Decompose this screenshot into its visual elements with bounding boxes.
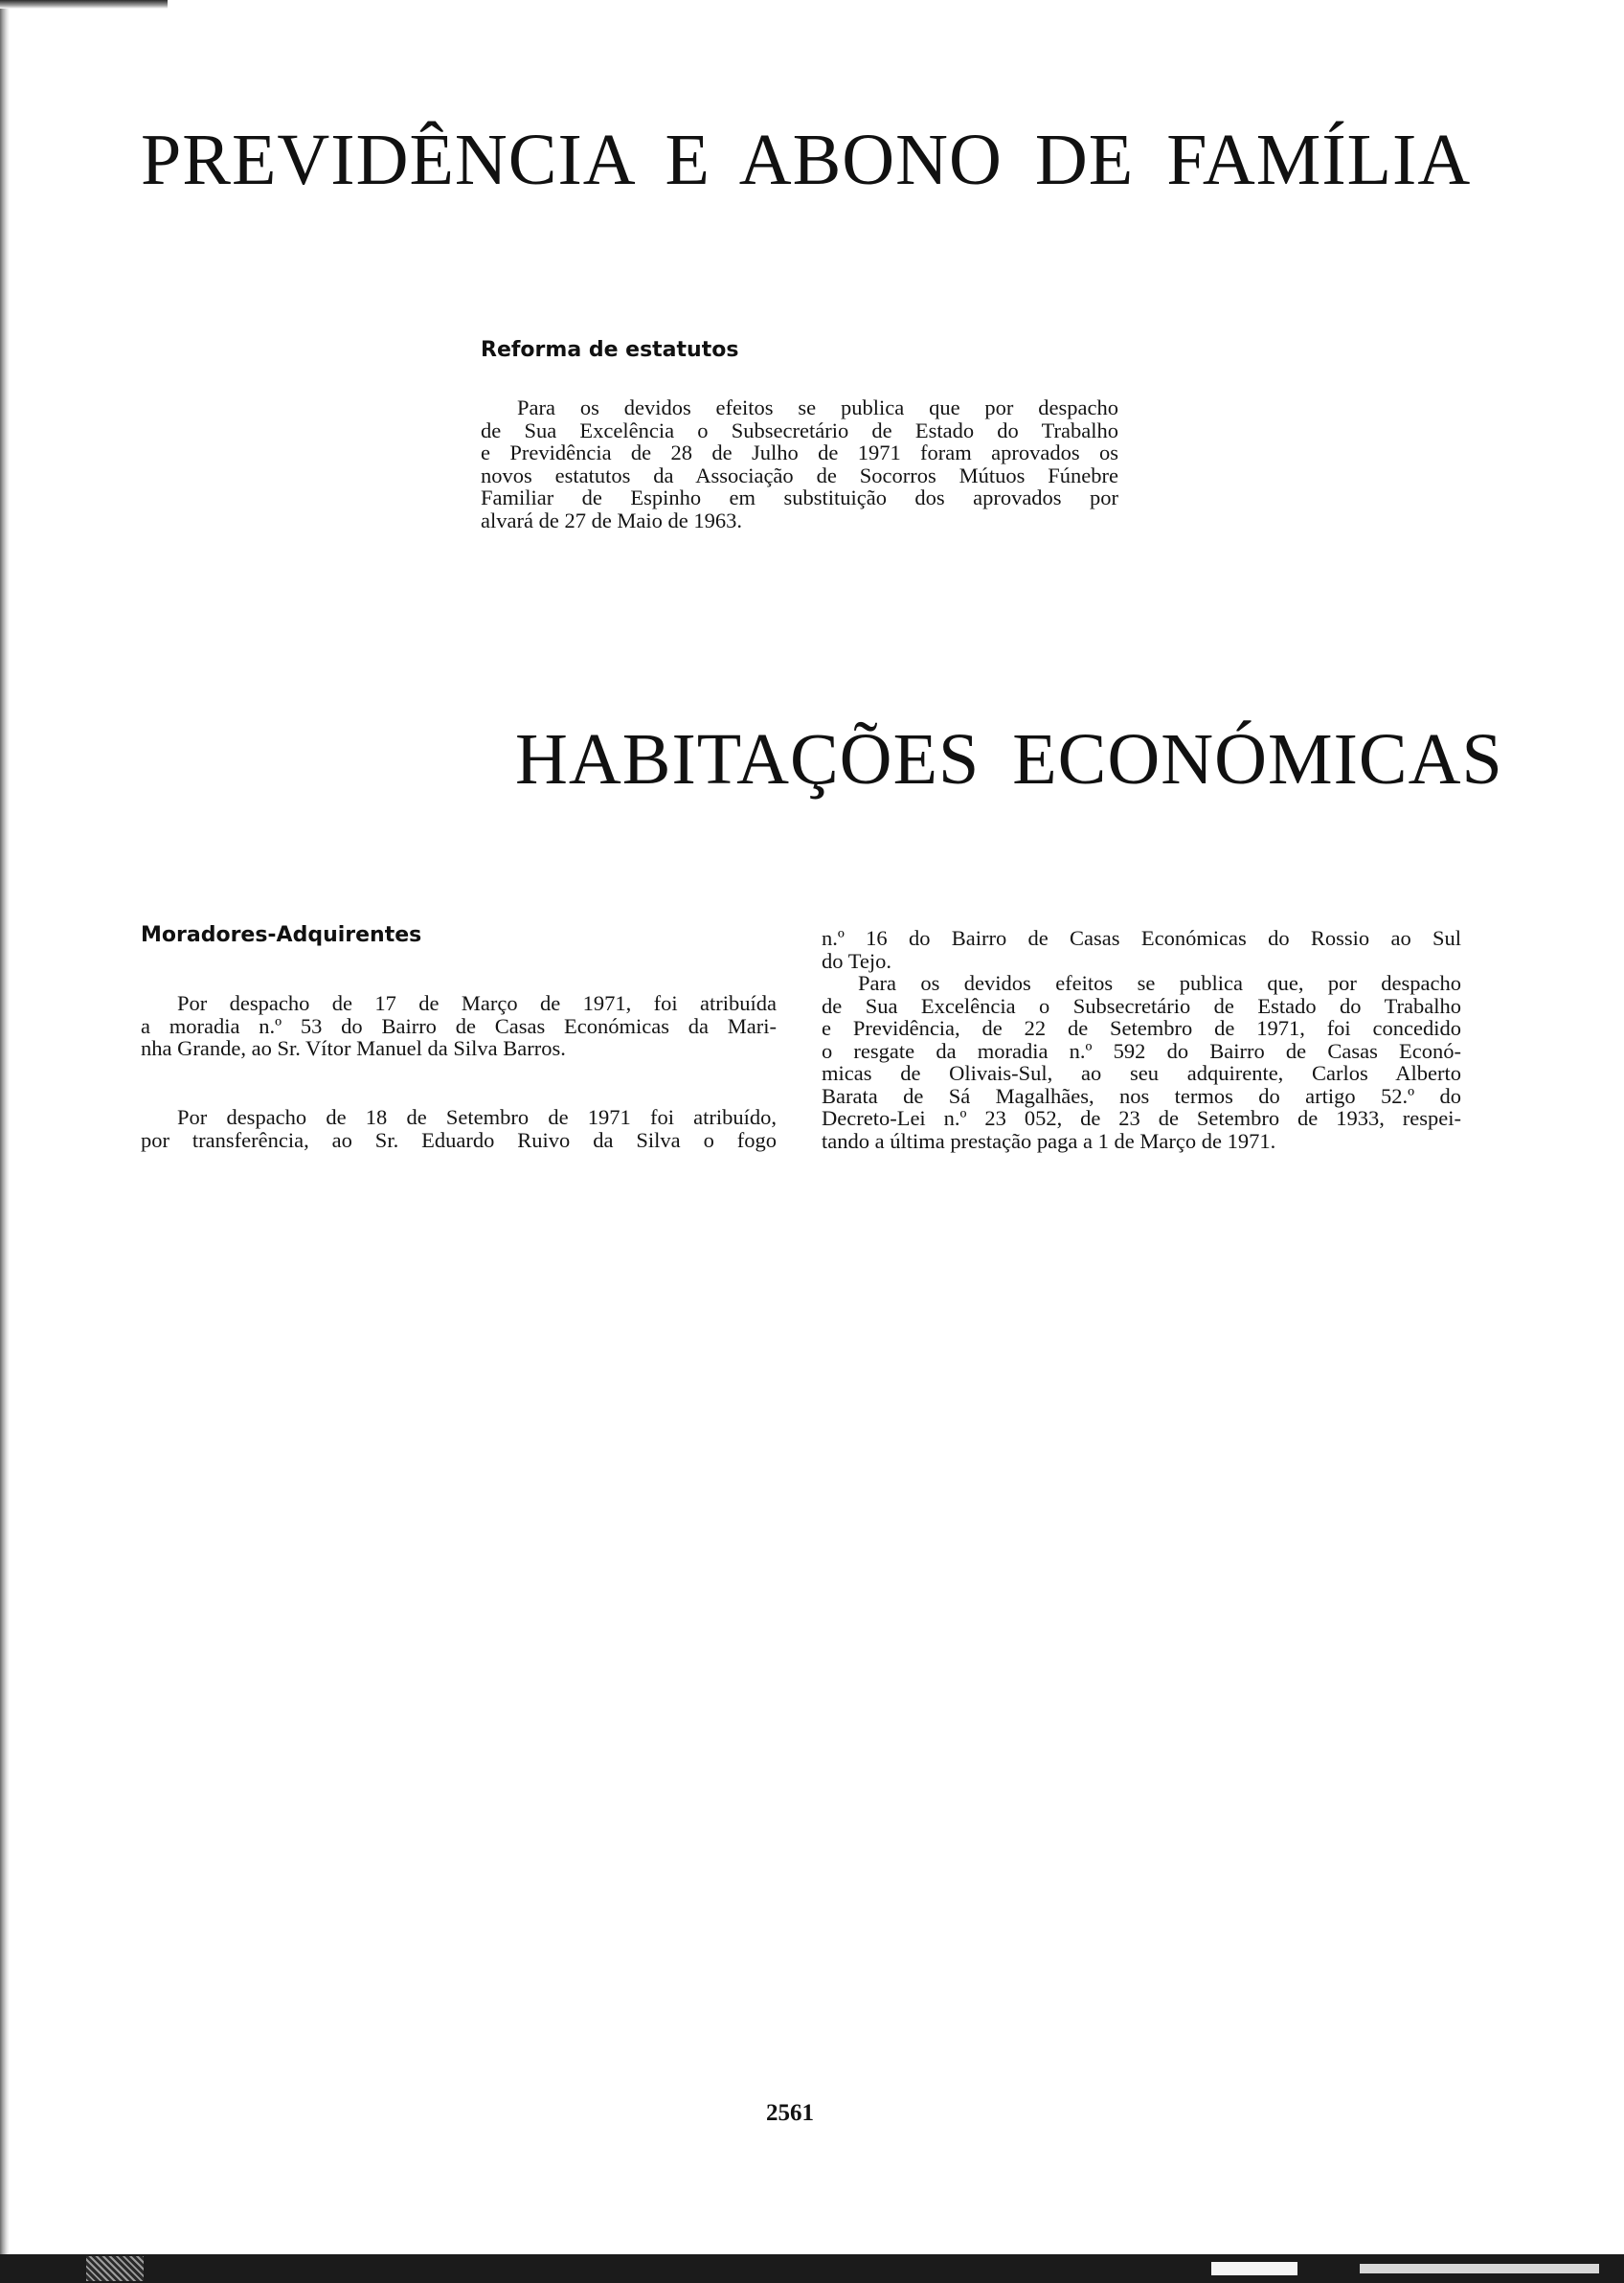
- text-line: Para os devidos efeitos se publica que, por despacho: [858, 971, 1461, 995]
- text-line: novos estatutos da Associação de Socorros Mútuos Fúnebre: [481, 463, 1118, 487]
- text-line: e Previdência, de 22 de Setembro de 1971, foi concedido: [822, 1016, 1461, 1040]
- paragraph-atribuicao-2: [141, 1106, 777, 1151]
- section-title-habitacoes: HABITAÇÕES ECONÓMICAS: [515, 719, 1503, 800]
- text-line: Decreto-Lei n.º 23 052, de 23 de Setembro de 1933, respei-: [822, 1106, 1461, 1130]
- text-line: nha Grande, ao Sr. Vítor Manuel da Silva Barros.: [141, 1036, 566, 1060]
- text-line: Familiar de Espinho em substituição dos aprovados por: [481, 486, 1118, 509]
- text-line: por transferência, ao Sr. Eduardo Ruivo da Silva o fogo: [141, 1127, 777, 1152]
- text-line: de Sua Excelência o Subsecretário de Estado do Trabalho: [481, 418, 1118, 442]
- text-line: de Sua Excelência o Subsecretário de Estado do Trabalho: [822, 993, 1461, 1018]
- text-line: Por despacho de 17 de Março de 1971, foi atribuída: [177, 991, 777, 1015]
- scan-gap: [1211, 2262, 1297, 2275]
- text-line: n.º 16 do Bairro de Casas Económicas do Rossio ao Sul: [822, 926, 1461, 950]
- text-line: Barata de Sá Magalhães, nos termos do artigo 52.º do: [822, 1083, 1461, 1108]
- scan-gap: [1360, 2264, 1599, 2273]
- paragraph-reforma: [481, 396, 1118, 531]
- scan-noise: [86, 2256, 144, 2281]
- paragraph-right-column: [822, 927, 1461, 1152]
- text-line: o resgate da moradia n.º 592 do Bairro de Casas Econó-: [822, 1038, 1461, 1063]
- text-line: e Previdência de 28 de Julho de 1971 foram aprovados os: [481, 441, 1118, 464]
- subheading-moradores: Moradores-Adquirentes: [141, 923, 422, 947]
- text-line: Para os devidos efeitos se publica que por despacho: [517, 396, 1118, 419]
- text-line: Por despacho de 18 de Setembro de 1971 foi atribuído,: [177, 1105, 777, 1129]
- paragraph-atribuicao-1: [141, 992, 777, 1060]
- page-number: 2561: [766, 2100, 814, 2126]
- scan-edge-bottom: [0, 2254, 1624, 2283]
- subheading-reforma: Reforma de estatutos: [481, 338, 739, 362]
- scan-edge-left: [0, 0, 10, 2283]
- text-line: micas de Olivais-Sul, ao seu adquirente, Carlos Alberto: [822, 1061, 1461, 1085]
- text-line: do Tejo.: [822, 948, 892, 973]
- text-line: tando a última prestação paga a 1 de Março de 1971.: [822, 1128, 1276, 1153]
- text-line: alvará de 27 de Maio de 1963.: [481, 508, 743, 532]
- text-line: a moradia n.º 53 do Bairro de Casas Económicas da Mari-: [141, 1013, 777, 1038]
- scan-edge-top: [0, 0, 168, 9]
- section-title-previdencia: PREVIDÊNCIA E ABONO DE FAMÍLIA: [141, 120, 1472, 200]
